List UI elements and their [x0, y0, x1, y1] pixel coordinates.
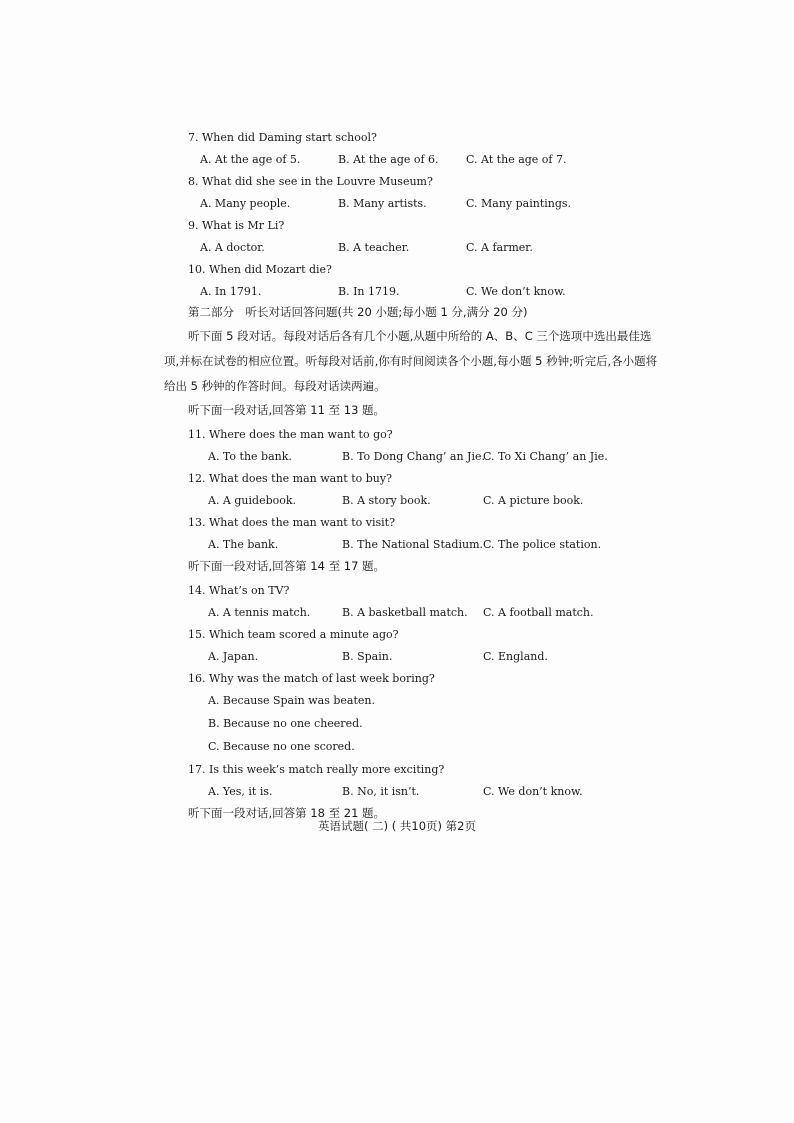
option-b: B. Many artists. [338, 196, 427, 210]
option-b: B. Spain. [342, 649, 393, 663]
options-12 [150, 489, 670, 511]
option-c: C. To Xi Chang’ an Jie. [483, 449, 608, 463]
options-7 [150, 148, 670, 170]
option-a: A. Yes, it is. [208, 784, 273, 798]
question-15: 15. Which team scored a minute ago? [188, 627, 399, 641]
option-c: C. A football match. [483, 605, 594, 619]
part1-questions [150, 126, 670, 302]
question-11: 11. Where does the man want to go? [188, 427, 393, 441]
option-a: A. The bank. [208, 537, 279, 551]
option-c: C. We don’t know. [466, 284, 566, 298]
options-14 [150, 601, 670, 623]
question-12: 12. What does the man want to buy? [188, 471, 393, 485]
option-c: C. A farmer. [466, 240, 533, 254]
page-content [150, 126, 670, 826]
option-c: C. England. [483, 649, 548, 663]
dialog-2-intro: 听下面一段对话,回答第 14 至 17 题。 [188, 559, 386, 574]
option-b: B. In 1719. [338, 284, 400, 298]
option-a: A. A tennis match. [208, 605, 311, 619]
option-b: B. Because no one cheered. [208, 717, 363, 730]
dialog-2-questions [150, 579, 670, 802]
option-b: B. A teacher. [338, 240, 410, 254]
option-a: A. Because Spain was beaten. [208, 694, 375, 707]
options-11 [150, 445, 670, 467]
option-b: B. A story book. [342, 493, 431, 507]
option-a: A. Japan. [208, 649, 259, 663]
dialog-1-intro: 听下面一段对话,回答第 11 至 13 题。 [188, 403, 386, 418]
dialog-3-intro: 听下面一段对话,回答第 18 至 21 题。 [188, 806, 386, 821]
question-8: 8. What did she see in the Louvre Museum? [188, 174, 433, 188]
option-a: A. Many people. [200, 196, 291, 210]
option-c: C. We don’t know. [483, 784, 583, 798]
question-17: 17. Is this week’s match really more exciting? [188, 762, 445, 776]
option-a: A. To the bank. [208, 449, 292, 463]
options-15 [150, 645, 670, 667]
question-13: 13. What does the man want to visit? [188, 515, 395, 529]
option-c: C. Because no one scored. [208, 740, 355, 753]
page-footer: 英语试题( 二) ( 共10页) 第2页 [317, 819, 477, 833]
question-9: 9. What is Mr Li? [188, 218, 285, 232]
question-16: 16. Why was the match of last week boring? [188, 671, 435, 685]
option-a: A. At the age of 5. [200, 152, 301, 166]
options-10 [150, 280, 670, 302]
section-heading: 第二部分 听长对话回答问题(共 20 小题;每小题 1 分,满分 20 分) [188, 305, 528, 320]
options-8 [150, 192, 670, 214]
option-a: A. A doctor. [200, 240, 265, 254]
options-17 [150, 780, 670, 802]
option-c: C. At the age of 7. [466, 152, 567, 166]
option-a: A. In 1791. [200, 284, 262, 298]
option-c: C. The police station. [483, 537, 602, 551]
option-b: B. To Dong Chang’ an Jie. [342, 449, 485, 463]
option-b: B. No, it isn’t. [342, 784, 420, 798]
option-b: B. A basketball match. [342, 605, 468, 619]
option-b: B. The National Stadium. [342, 537, 483, 551]
option-b: B. At the age of 6. [338, 152, 439, 166]
question-14: 14. What’s on TV? [188, 583, 290, 597]
dialog-1-questions [150, 423, 670, 555]
options-9 [150, 236, 670, 258]
section-instructions: 听下面 5 段对话。每段对话后各有几个小题,从题中所给的 A、B、C 三个选项中选出最佳选项,并标在试卷的相应位置。听每段对话前,你有时间阅读各个小题,每小题 5 秒钟;听完后,各小题将给出 5 秒钟的作答时间。每段对话读两遍。 [164, 329, 658, 393]
option-c: C. A picture book. [483, 493, 584, 507]
option-a: A. A guidebook. [208, 493, 297, 507]
question-10: 10. When did Mozart die? [188, 262, 332, 276]
options-13 [150, 533, 670, 555]
question-7: 7. When did Daming start school? [188, 130, 377, 144]
option-c: C. Many paintings. [466, 196, 572, 210]
